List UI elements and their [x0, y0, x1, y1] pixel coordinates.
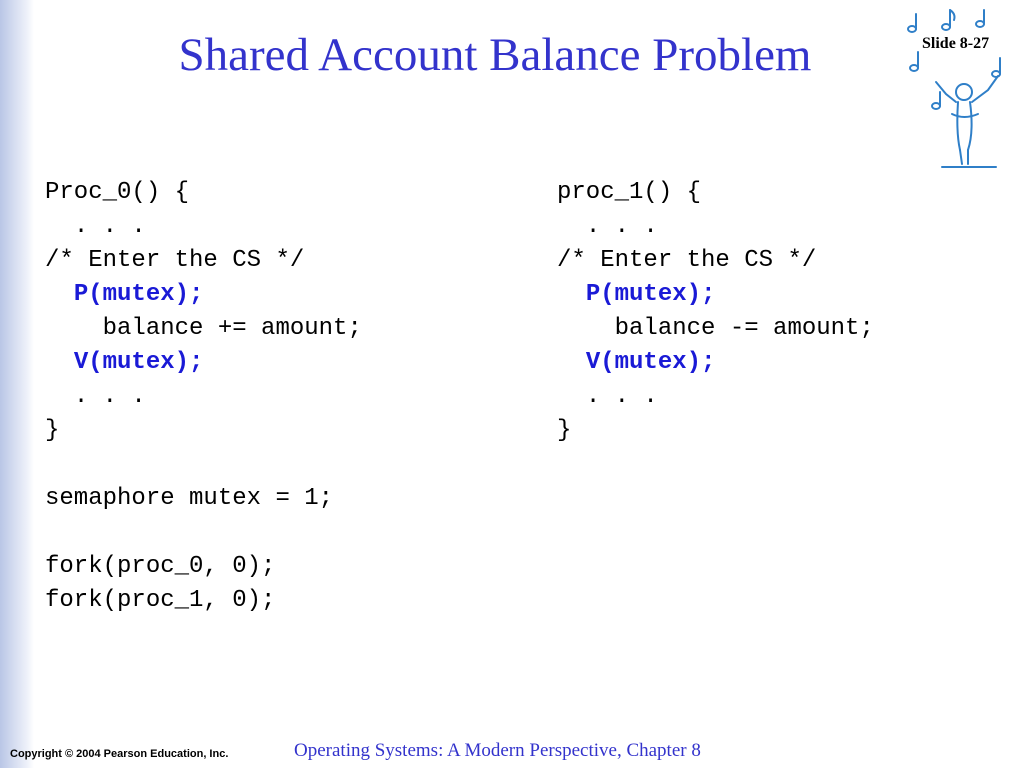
- code-line: [45, 346, 362, 380]
- code-line: [557, 278, 874, 312]
- code-line: [557, 414, 874, 448]
- code-line: [557, 380, 874, 414]
- code-line: [557, 176, 874, 210]
- left-gradient-bar: [0, 0, 34, 768]
- code-line: [557, 210, 874, 244]
- code-line: [45, 210, 362, 244]
- code-line-text: }: [45, 417, 60, 444]
- code-line: [45, 380, 362, 414]
- code-line-text: /* Enter the CS */: [45, 247, 305, 274]
- code-line: [557, 244, 874, 278]
- code-line-text: fork(proc_1, 0);: [45, 587, 276, 614]
- code-line-semaphore-op: V(mutex);: [73, 349, 204, 376]
- code-line-text: . . .: [585, 213, 658, 240]
- code-line-text: Proc_0() {: [45, 179, 190, 206]
- code-line: [45, 584, 362, 618]
- code-line: [557, 346, 874, 380]
- code-line-text: fork(proc_0, 0);: [45, 553, 276, 580]
- code-line-text: balance -= amount;: [614, 315, 874, 342]
- code-line: [45, 312, 362, 346]
- code-line-text: semaphore mutex = 1;: [45, 485, 334, 512]
- code-line-text: . . .: [73, 213, 146, 240]
- code-line: [45, 278, 362, 312]
- code-line: [45, 244, 362, 278]
- code-line-text: }: [557, 417, 572, 444]
- code-line-text: /* Enter the CS */: [557, 247, 817, 274]
- code-line-text: balance += amount;: [102, 315, 362, 342]
- footer-book-title: Operating Systems: A Modern Perspective, Chapter 8: [294, 740, 701, 761]
- code-line-text: . . .: [73, 383, 146, 410]
- code-line: [45, 448, 362, 482]
- code-line: [45, 516, 362, 550]
- code-block-proc-0: [45, 176, 362, 618]
- code-line: [557, 312, 874, 346]
- copyright-text: Copyright © 2004 Pearson Education, Inc.: [10, 748, 229, 760]
- code-line: [45, 414, 362, 448]
- code-line-semaphore-op: P(mutex);: [585, 281, 716, 308]
- code-line: [45, 550, 362, 584]
- code-line-semaphore-op: P(mutex);: [73, 281, 204, 308]
- code-line-text: . . .: [585, 383, 658, 410]
- slide-number: Slide 8-27: [922, 35, 990, 52]
- code-line: [45, 482, 362, 516]
- code-block-proc-1: [557, 176, 874, 448]
- conductor-logo-icon: [900, 2, 1010, 174]
- code-line-text: proc_1() {: [557, 179, 702, 206]
- code-line: [45, 176, 362, 210]
- code-line-semaphore-op: V(mutex);: [585, 349, 716, 376]
- slide-title: Shared Account Balance Problem: [178, 29, 812, 81]
